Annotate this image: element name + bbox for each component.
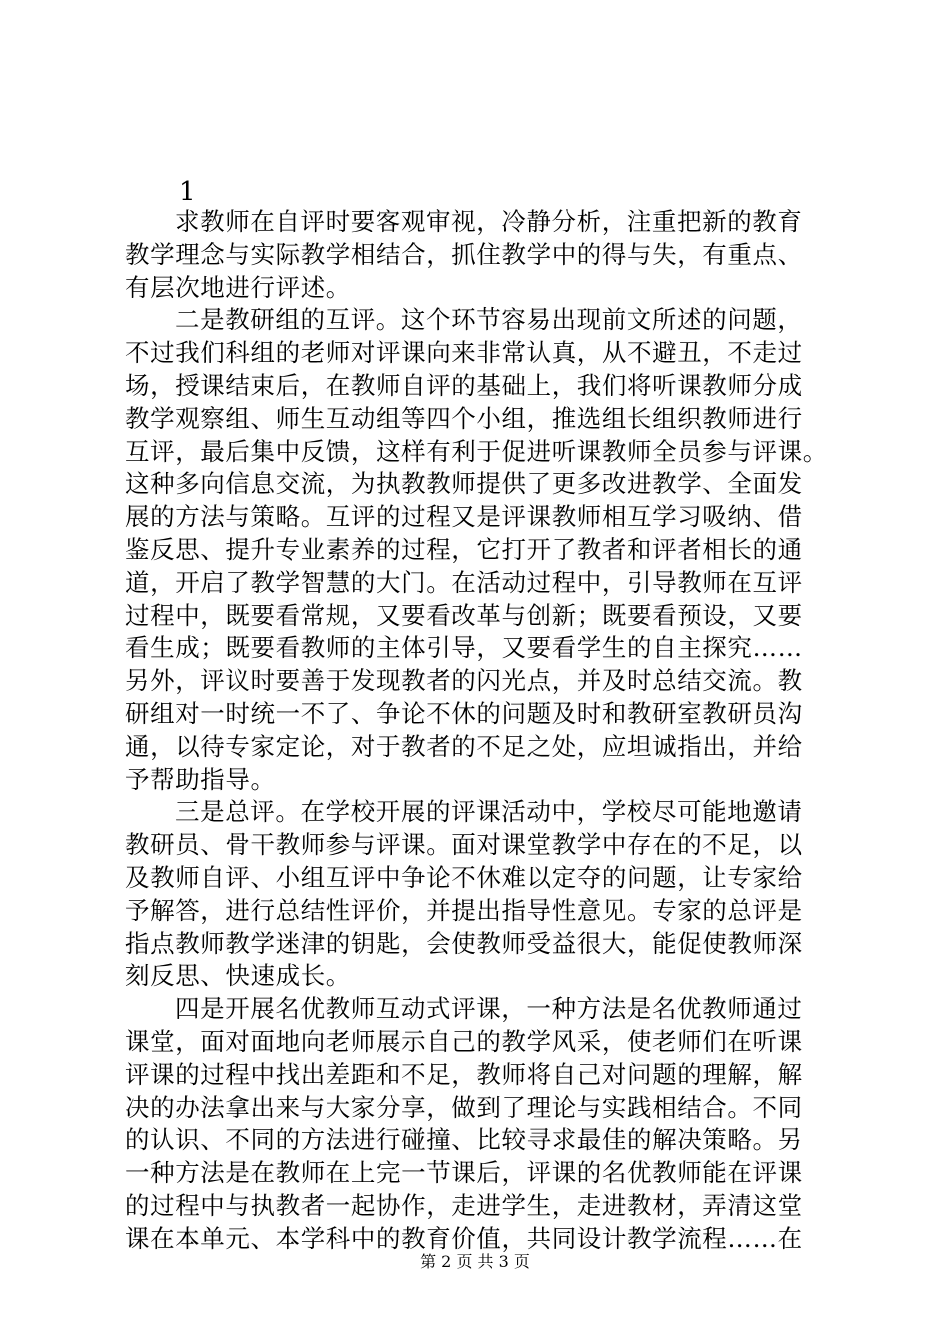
text-line: 教研员、骨干教师参与评课。面对课堂教学中存在的不足，以	[125, 830, 803, 860]
text-line: 决的办法拿出来与大家分享，做到了理论与实践相结合。不同	[125, 1092, 803, 1122]
text-line: 评课的过程中找出差距和不足，教师将自己对问题的理解，解	[125, 1059, 803, 1089]
text-line: 通，以待专家定论，对于教者的不足之处，应坦诚指出，并给	[125, 731, 803, 761]
text-line: 场，授课结束后，在教师自评的基础上，我们将听课教师分成	[125, 370, 803, 400]
page-footer: 第 2 页 共 3 页	[420, 1252, 530, 1271]
text-line: 及教师自评、小组互评中争论不休难以定夺的问题，让专家给	[125, 862, 803, 892]
text-line: 课在本单元、本学科中的教育价值，共同设计教学流程……在	[125, 1223, 803, 1253]
text-line: 看生成；既要看教师的主体引导，又要看学生的自主探究……	[125, 633, 803, 663]
text-line: 过程中，既要看常规，又要看改革与创新；既要看预设，又要	[125, 600, 803, 630]
text-line: 不过我们科组的老师对评课向来非常认真，从不避丑，不走过	[125, 338, 803, 368]
text-line: 道，开启了教学智慧的大门。在活动过程中，引导教师在互评	[125, 567, 803, 597]
text-line: 二是教研组的互评。这个环节容易出现前文所述的问题，	[175, 305, 803, 335]
text-line: 有层次地进行评述。	[125, 272, 351, 302]
text-line: 予帮助指导。	[125, 764, 276, 794]
text-line: 研组对一时统一不了、争论不休的问题及时和教研室教研员沟	[125, 698, 803, 728]
text-line: 予解答，进行总结性评价，并提出指导性意见。专家的总评是	[125, 895, 803, 925]
text-line: 四是开展名优教师互动式评课，一种方法是名优教师通过	[175, 994, 803, 1024]
text-line: 指点教师教学迷津的钥匙，会使教师受益很大，能促使教师深	[125, 928, 803, 958]
page-marker: 1	[179, 177, 196, 207]
text-line: 这种多向信息交流，为执教教师提供了更多改进教学、全面发	[125, 469, 803, 499]
text-line: 展的方法与策略。互评的过程又是评课教师相互学习吸纳、借	[125, 502, 803, 532]
text-line: 教学观察组、师生互动组等四个小组，推选组长组织教师进行	[125, 403, 803, 433]
text-line: 教学理念与实际教学相结合，抓住教学中的得与失，有重点、	[125, 239, 803, 269]
text-line: 三是总评。在学校开展的评课活动中，学校尽可能地邀请	[175, 797, 803, 827]
text-line: 求教师在自评时要客观审视，冷静分析，注重把新的教育	[175, 207, 803, 236]
text-line: 的认识、不同的方法进行碰撞、比较寻求最佳的解决策略。另	[125, 1125, 803, 1155]
text-line: 刻反思、快速成长。	[125, 961, 351, 991]
text-line: 一种方法是在教师在上完一节课后，评课的名优教师能在评课	[125, 1158, 803, 1188]
text-line: 课堂，面对面地向老师展示自己的教学风采，使老师们在听课	[125, 1026, 803, 1056]
text-line: 另外，评议时要善于发现教者的闪光点，并及时总结交流。教	[125, 666, 803, 696]
text-line: 的过程中与执教者一起协作，走进学生，走进教材，弄清这堂	[125, 1190, 803, 1220]
text-line: 互评，最后集中反馈，这样有利于促进听课教师全员参与评课。	[125, 436, 828, 466]
body-text	[125, 206, 831, 1256]
text-line: 鉴反思、提升专业素养的过程，它打开了教者和评者相长的通	[125, 534, 803, 564]
